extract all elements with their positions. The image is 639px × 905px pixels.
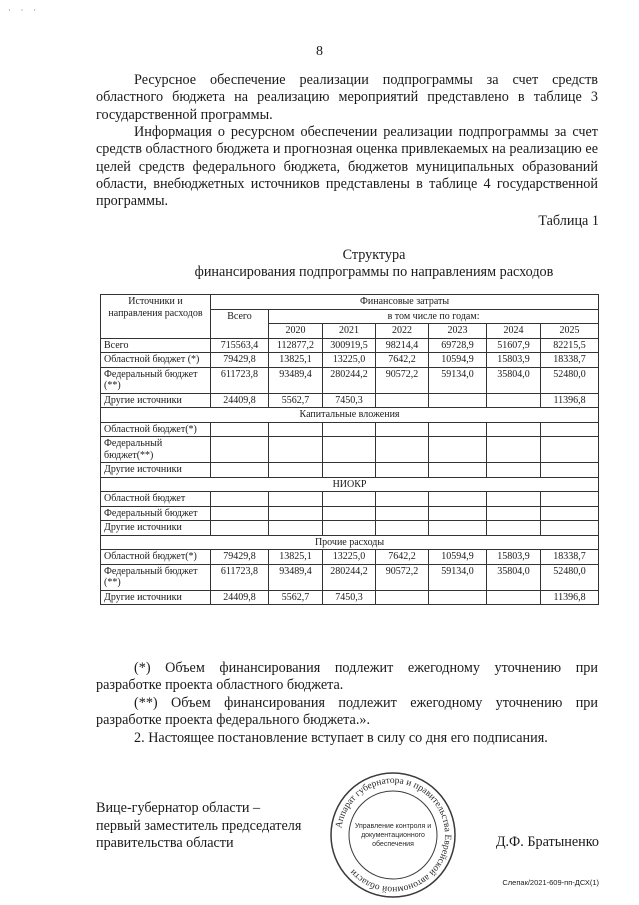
row-value-empty: [487, 437, 541, 463]
row-value-empty: [211, 437, 269, 463]
row-value: 35804,0: [487, 564, 541, 590]
table-section-row: [101, 477, 599, 492]
row-value-empty: [541, 506, 599, 521]
row-value: [487, 590, 541, 605]
row-value-empty: [269, 506, 323, 521]
row-value-empty: [541, 492, 599, 507]
signature-title-line-1: Вице-губернатор области –: [96, 800, 261, 816]
table-row: [101, 353, 599, 368]
row-value: [376, 393, 429, 408]
row-value: 300919,5: [323, 338, 376, 353]
row-value: 11396,8: [541, 393, 599, 408]
header-year: 2021: [323, 324, 376, 339]
row-value-empty: [323, 437, 376, 463]
row-total: 24409,8: [211, 393, 269, 408]
row-value: 10594,9: [429, 550, 487, 565]
table-row: [101, 506, 599, 521]
row-value: [376, 590, 429, 605]
row-value-empty: [323, 463, 376, 478]
row-label: Областной бюджет(*): [101, 422, 211, 437]
header-total: Всего: [211, 309, 269, 338]
stamp-ring-text: Аппарат губернатора и правительства Еврейской автономной области: [334, 775, 453, 895]
row-label: Федеральный бюджет (**): [101, 367, 211, 393]
row-value: 112877,2: [269, 338, 323, 353]
row-value-empty: [541, 521, 599, 536]
section-niokr: НИОКР: [101, 477, 599, 492]
signer-name: Д.Ф. Братыненко: [495, 834, 599, 850]
row-value: 52480,0: [541, 367, 599, 393]
row-value-empty: [211, 521, 269, 536]
row-value: [429, 590, 487, 605]
row-value: 93489,4: [269, 367, 323, 393]
row-total: 79429,8: [211, 550, 269, 565]
row-value: 280244,2: [323, 367, 376, 393]
row-value: 52480,0: [541, 564, 599, 590]
header-year: 2023: [429, 324, 487, 339]
row-label: Другие источники: [101, 393, 211, 408]
row-value: 7642,2: [376, 550, 429, 565]
row-value-empty: [323, 422, 376, 437]
paragraph-1: Ресурсное обеспечение реализации подпрограммы за счет средств областного бюджета на реализацию мероприятий представлено в таблице 3 государственной программы.: [96, 72, 598, 123]
row-value-empty: [323, 492, 376, 507]
row-value: 5562,7: [269, 393, 323, 408]
row-value: 10594,9: [429, 353, 487, 368]
row-label: Федеральный бюджет: [101, 506, 211, 521]
row-value-empty: [323, 506, 376, 521]
row-value-empty: [376, 521, 429, 536]
header-year: 2024: [487, 324, 541, 339]
header-sources: Источники и направления расходов: [101, 295, 211, 339]
table-title-line-2: финансирования подпрограммы по направлениям расходов: [194, 264, 554, 280]
row-value: 82215,5: [541, 338, 599, 353]
row-value: 7450,3: [323, 590, 376, 605]
table-row: [101, 550, 599, 565]
row-value-empty: [487, 492, 541, 507]
row-value-empty: [376, 437, 429, 463]
table-row: [101, 367, 599, 393]
row-value-empty: [269, 463, 323, 478]
header-year: 2020: [269, 324, 323, 339]
row-value: 11396,8: [541, 590, 599, 605]
row-value-empty: [429, 492, 487, 507]
row-value-empty: [269, 437, 323, 463]
clause-2: 2. Настоящее постановление вступает в силу со дня его подписания.: [134, 730, 548, 746]
row-value-empty: [541, 463, 599, 478]
row-value: [487, 393, 541, 408]
row-label: Всего: [101, 338, 211, 353]
row-value-empty: [487, 521, 541, 536]
paragraph-2: Информация о ресурсном обеспечении реализации подпрограммы за счет средств областного бюджета и прогнозная оценка привлекаемых на реализацию ее целей средств федерального бюджета, бюджетов муниципальных образований области, внебюджетных источников представлены в таблице 4 государственной программы.: [96, 124, 598, 210]
row-value-empty: [429, 437, 487, 463]
row-label: Областной бюджет (*): [101, 353, 211, 368]
row-value: 280244,2: [323, 564, 376, 590]
row-value-empty: [429, 422, 487, 437]
row-value-empty: [376, 506, 429, 521]
row-value: 13825,1: [269, 353, 323, 368]
row-label: Федеральный бюджет (**): [101, 564, 211, 590]
row-label: Федеральный бюджет(**): [101, 437, 211, 463]
row-value-empty: [376, 422, 429, 437]
row-value: 18338,7: [541, 353, 599, 368]
row-value-empty: [269, 492, 323, 507]
table-row: [101, 463, 599, 478]
row-total: 24409,8: [211, 590, 269, 605]
row-value-empty: [323, 521, 376, 536]
table-header-row: [101, 295, 599, 310]
stamp-center-line-1: Управление контроля и: [354, 823, 432, 830]
footnote-1: (*) Объем финансирования подлежит ежегодному уточнению при разработке проекта областного бюджета.: [96, 660, 598, 694]
row-value: 69728,9: [429, 338, 487, 353]
signature-title: [96, 800, 301, 853]
row-value-empty: [211, 463, 269, 478]
table-section-row: [101, 535, 599, 550]
stamp-center-line-3: обеспечения: [372, 841, 414, 848]
section-capital: Капитальные вложения: [101, 408, 599, 423]
row-value: 7642,2: [376, 353, 429, 368]
header-financial: Финансовые затраты: [211, 295, 599, 310]
page-number: 8: [316, 44, 323, 59]
row-value: 90572,2: [376, 367, 429, 393]
row-value: [429, 393, 487, 408]
table-row: [101, 521, 599, 536]
row-value-empty: [487, 422, 541, 437]
row-value: 13825,1: [269, 550, 323, 565]
row-value-empty: [487, 506, 541, 521]
row-total: 611723,8: [211, 564, 269, 590]
row-value-empty: [269, 422, 323, 437]
financing-table: [100, 294, 599, 605]
table-label: Таблица 1: [538, 213, 599, 229]
table-row: [101, 422, 599, 437]
row-value: 15803,9: [487, 353, 541, 368]
row-value-empty: [211, 506, 269, 521]
row-label: Другие источники: [101, 463, 211, 478]
row-value-empty: [541, 422, 599, 437]
table-title-line-1: Структура: [342, 247, 406, 263]
row-label: Областной бюджет(*): [101, 550, 211, 565]
row-value: 59134,0: [429, 564, 487, 590]
table-row: [101, 564, 599, 590]
table-row: [101, 338, 599, 353]
header-year: 2022: [376, 324, 429, 339]
row-label: Другие источники: [101, 521, 211, 536]
table-row: [101, 492, 599, 507]
table-row: [101, 393, 599, 408]
row-value: 5562,7: [269, 590, 323, 605]
row-label: Другие источники: [101, 590, 211, 605]
row-value: 98214,4: [376, 338, 429, 353]
signature-title-line-2: первый заместитель председателя: [96, 817, 302, 834]
row-value-empty: [487, 463, 541, 478]
signature-title-line-3: правительства области: [96, 835, 234, 851]
row-value-empty: [429, 521, 487, 536]
row-value-empty: [211, 422, 269, 437]
row-value: 13225,0: [323, 353, 376, 368]
document-id: Слепак/2021-609-пп-ДСХ(1): [502, 878, 599, 887]
row-value: 90572,2: [376, 564, 429, 590]
row-value-empty: [269, 521, 323, 536]
row-value: 7450,3: [323, 393, 376, 408]
row-value: 15803,9: [487, 550, 541, 565]
row-value: 51607,9: [487, 338, 541, 353]
row-value-empty: [429, 506, 487, 521]
row-value-empty: [541, 437, 599, 463]
row-value: 13225,0: [323, 550, 376, 565]
row-total: 79429,8: [211, 353, 269, 368]
footnote-2: (**) Объем финансирования подлежит ежегодному уточнению при разработке проекта федерального бюджета.».: [96, 695, 598, 729]
section-other: Прочие расходы: [101, 535, 599, 550]
header-year: 2025: [541, 324, 599, 339]
row-value: 18338,7: [541, 550, 599, 565]
header-by-years: в том числе по годам:: [269, 309, 599, 324]
row-value: 59134,0: [429, 367, 487, 393]
row-label: Областной бюджет: [101, 492, 211, 507]
row-total: 715563,4: [211, 338, 269, 353]
row-total: 611723,8: [211, 367, 269, 393]
row-value: 35804,0: [487, 367, 541, 393]
table-row: [101, 590, 599, 605]
row-value: 93489,4: [269, 564, 323, 590]
row-value-empty: [429, 463, 487, 478]
table-section-row: [101, 408, 599, 423]
official-stamp: [328, 770, 458, 900]
corner-marks: · · ·: [8, 6, 40, 15]
row-value-empty: [376, 463, 429, 478]
stamp-center-line-2: документационного: [361, 832, 425, 839]
row-value-empty: [211, 492, 269, 507]
table-row: [101, 437, 599, 463]
row-value-empty: [376, 492, 429, 507]
